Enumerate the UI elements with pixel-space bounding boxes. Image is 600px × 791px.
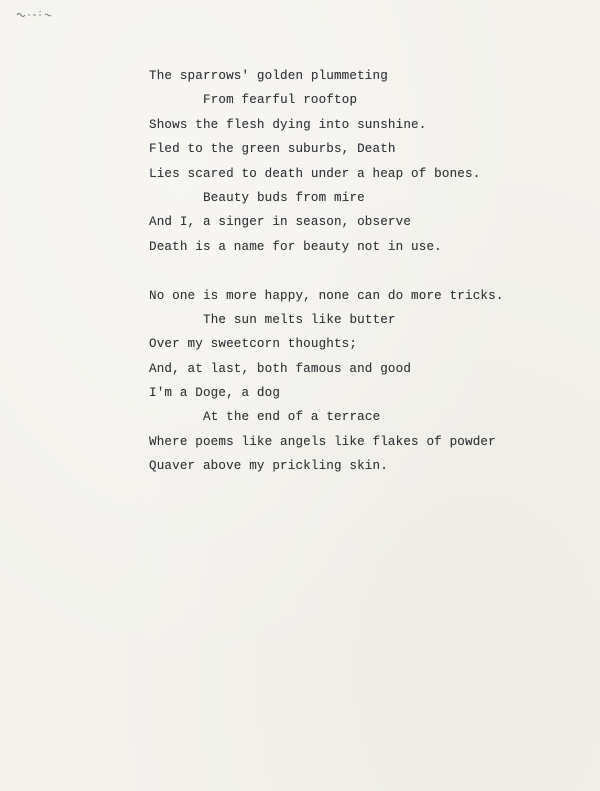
poem-line: No one is more happy, none can do more tricks.: [149, 288, 504, 303]
poem-line: Shows the flesh dying into sunshine.: [149, 117, 427, 132]
poem-line: Lies scared to death under a heap of bones.: [149, 166, 481, 181]
poem-line: The sparrows' golden plummeting: [149, 69, 388, 83]
poem-line: I'm a Doge, a dog: [149, 386, 281, 401]
poem-line: Quaver above my prickling skin.: [149, 459, 388, 474]
poem-line: At the end of a terrace: [203, 410, 381, 425]
stanza-break: [149, 259, 579, 283]
poem-line: The sun melts like butter: [203, 312, 396, 327]
poem-line: Fled to the green suburbs, Death: [149, 142, 396, 157]
pencil-mark-icon: [15, 9, 59, 19]
stanza-1: [149, 64, 579, 259]
poem: [149, 64, 579, 479]
stanza-2: [149, 284, 579, 479]
poem-line: Where poems like angels like flakes of powder: [149, 434, 496, 449]
poem-line: Over my sweetcorn thoughts;: [149, 337, 358, 352]
poem-line: Death is a name for beauty not in use.: [149, 239, 442, 254]
poem-line: From fearful rooftop: [203, 93, 358, 108]
poem-line: And, at last, both famous and good: [149, 361, 412, 376]
poem-line: And I, a singer in season, observe: [149, 215, 412, 230]
poem-line: Beauty buds from mire: [203, 190, 365, 205]
